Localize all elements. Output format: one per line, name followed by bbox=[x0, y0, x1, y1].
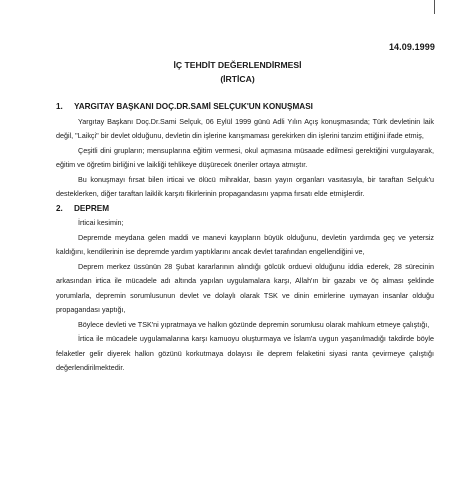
section-1-number: 1. bbox=[56, 102, 63, 111]
section-2-paragraph: Depremde meydana gelen maddi ve manevi kayıpların büyük olduğunu, devletin yardımda geç ve yetersiz kaldığını, kendilerinin ise depremde yardım yaptıklarını ancak devlet tarafından engellendiğini ve, bbox=[56, 232, 434, 256]
title-line-2: (İRTİCA) bbox=[220, 74, 255, 84]
document-body bbox=[56, 100, 434, 376]
document-date: 14.09.1999 bbox=[388, 42, 435, 52]
section-2-intro: İrticai kesimin; bbox=[78, 218, 124, 227]
section-1-title: YARGITAY BAŞKANI DOÇ.DR.SAMİ SELÇUK'UN KONUŞMASI bbox=[74, 102, 313, 111]
section-2-number: 2. bbox=[56, 203, 63, 213]
section-1-paragraph: Yargıtay Başkanı Doç.Dr.Sami Selçuk, 06 Eylül 1999 günü Adli Yılın Açış konuşmasında; Türk devletinin laik değil, "Laikçi" bir devlet olduğunu, devletin din işlerine karışmaması gerekirken din işlerini tanzim ettiğini ifade etmiş, bbox=[56, 116, 434, 140]
page-edge-line bbox=[434, 0, 435, 14]
section-1-paragraph: Çeşitli dini grupların; mensuplarına eğitim vermesi, okul açmasına müsaade edilmesi gerektiğini vurgulayarak, eğitim ve öğretim birliğini ve laikliği tehlikeye düşürecek öneriler ortaya atmıştır. bbox=[56, 145, 434, 169]
section-2-heading bbox=[56, 202, 434, 217]
section-2-paragraph: İrtica ile mücadele uygulamalarına karşı kamuoyu oluşturmaya ve İslam'a uygun yaşanılmadığı takdirde böyle felaketler gelir diyerek halkın gözünü korkutmaya dolayısı ile deprem felaketini siyasi ranta çevirmeye çalıştığı değerlendirilmektedir. bbox=[56, 334, 434, 372]
section-2-paragraph: Böylece devleti ve TSK'ni yıpratmaya ve halkın gözünde depremin sorumlusu olarak mahkum etmeye çalıştığı, bbox=[78, 319, 430, 329]
section-2-title: DEPREM bbox=[74, 203, 110, 213]
document-title bbox=[0, 58, 475, 86]
section-2-paragraph: Deprem merkez üssünün 28 Şubat kararlarının alındığı gölcük orduevi olduğunu iddia ederek, 28 sürecinin arkasından irtica ile mücadele adı altında yapılan uygulamalara karşı, Allah'ın bir gazabı ve öç alması şeklinde yorumlarla, depremin sorumlusunun devlet ve dolaylı olarak TSK ve dinin emirlerine uymayan insanlar olduğu propagandası yaptığı, bbox=[56, 261, 434, 314]
section-1-paragraph: Bu konuşmayı fırsat bilen irticai ve ölücü mihraklar, basın yayın organları vasıtasıyla, bir taraftan Selçuk'u desteklerken, diğer taraftan laiklik karşıtı fikirlerinin propagandasını yapma fırsatı elde etmişlerdir. bbox=[56, 174, 434, 198]
section-1-heading bbox=[56, 100, 434, 115]
title-line-1: İÇ TEHDİT DEĞERLENDİRMESİ bbox=[173, 60, 302, 70]
